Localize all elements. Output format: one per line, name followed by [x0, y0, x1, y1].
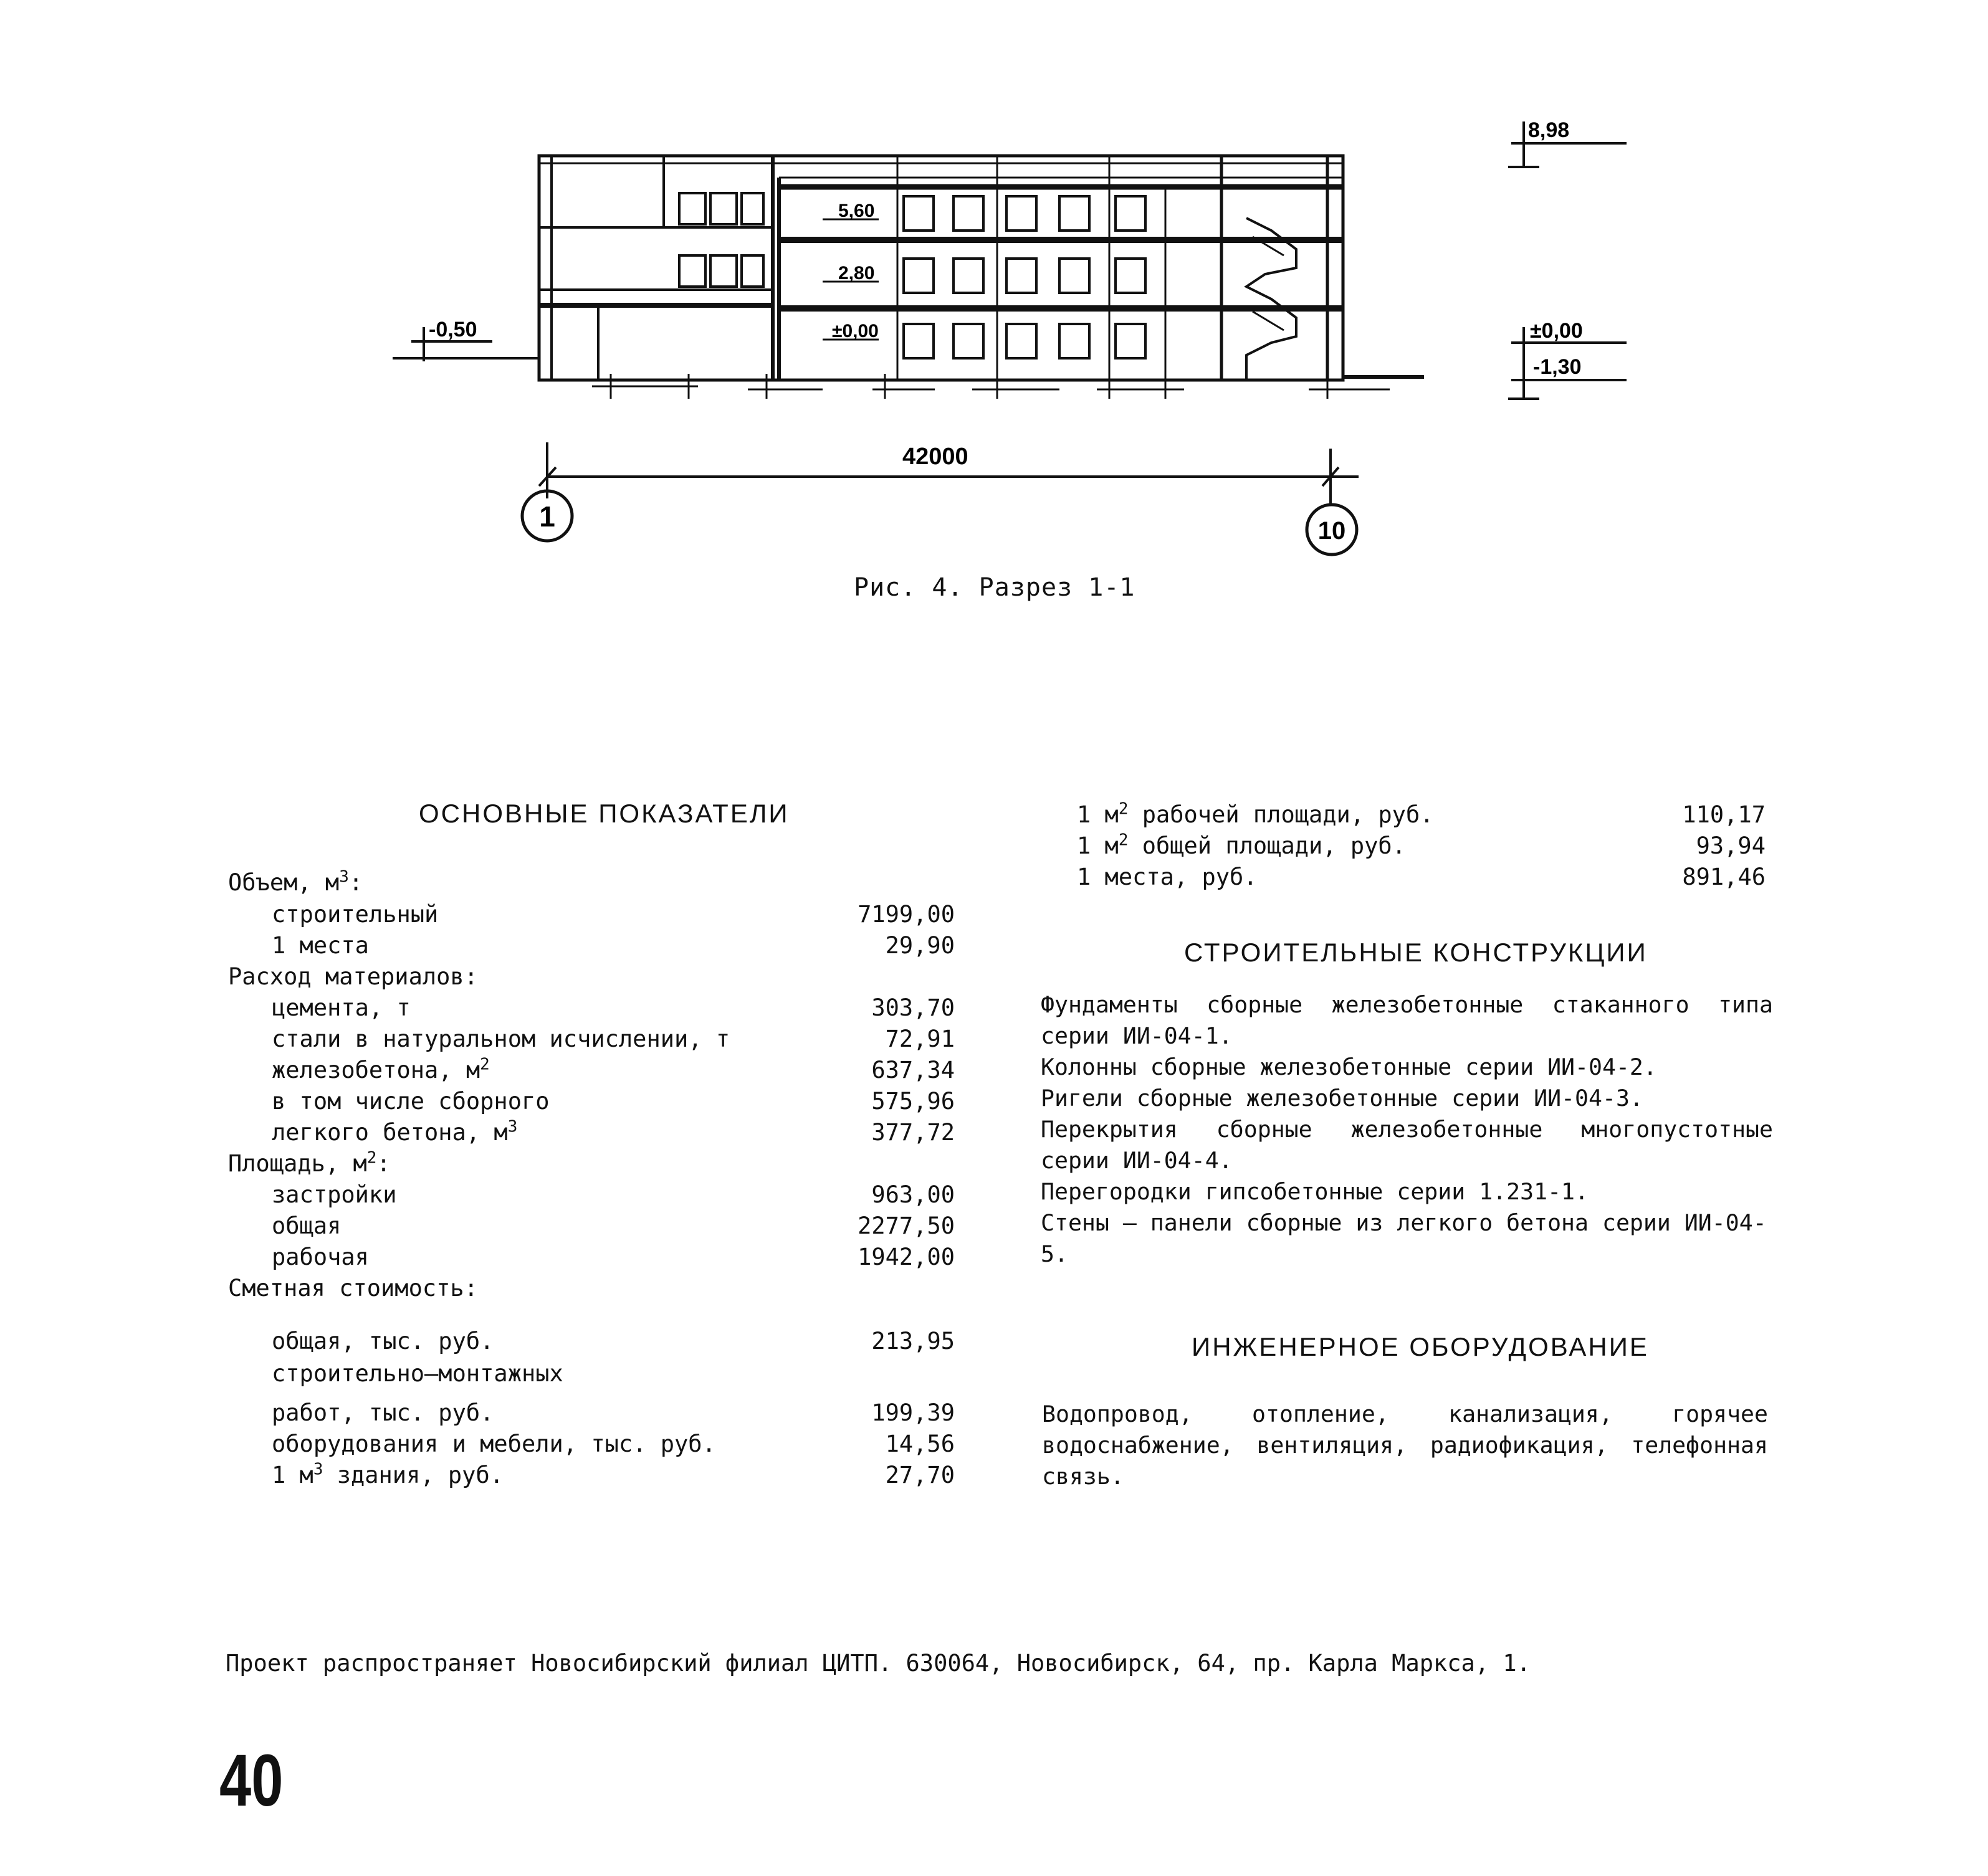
figure-caption: Рис. 4. Разрез 1-1	[854, 573, 1135, 602]
table-row: в том числе сборного 575,96	[272, 1088, 955, 1115]
constructions-title: СТРОИТЕЛЬНЫЕ КОНСТРУКЦИИ	[1184, 938, 1648, 967]
footer-note: Проект распространяет Новосибирский филиал ЦИТП. 630064, Новосибирск, 64, пр. Карла Маркса, 1.	[226, 1650, 1531, 1677]
area-heading: Площадь, $м^2$:	[228, 1148, 391, 1177]
table-row: 1 $м^2$ рабочей площади, руб. 110,17	[1077, 799, 1766, 828]
table-row: цемента, т 303,70	[272, 994, 955, 1021]
elevation-minus-130: -1,30	[1533, 355, 1582, 379]
table-row: 1 $м^3$ здания, руб. 27,70	[272, 1460, 955, 1488]
table-row: строительный 7199,00	[272, 901, 955, 928]
list-item: Фундаменты сборные железобетонные стаканного типа серии ИИ-04-1.	[1041, 991, 1773, 1049]
table-row: рабочая 1942,00	[272, 1244, 955, 1270]
section-drawing	[0, 0, 1988, 623]
elevation-floor2: 2,80	[838, 263, 875, 283]
list-item: Ригели сборные железобетонные серии ИИ-04-3.	[1041, 1085, 1643, 1112]
table-row: 1 места 29,90	[272, 932, 955, 959]
elevation-floor3: 5,60	[838, 201, 875, 221]
constructions-list	[1041, 989, 1773, 1270]
equipment-title: ИНЖЕНЕРНОЕ ОБОРУДОВАНИЕ	[1192, 1332, 1649, 1361]
table-row: стали в натуральном исчислении, т 72,91	[272, 1026, 955, 1052]
table-row: работ, тыс. руб. 199,39	[272, 1399, 955, 1426]
list-item: Стены – панели сборные из легкого бетона серии ИИ-04-5.	[1041, 1209, 1767, 1267]
table-row: 1 $м^2$ общей площади, руб. 93,94	[1077, 831, 1766, 859]
list-item: Перекрытия сборные железобетонные многопустотные серии ИИ-04-4.	[1041, 1116, 1773, 1174]
list-item: Перегородки гипсобетонные серии 1.231-1.	[1041, 1178, 1589, 1205]
indicators-title: ОСНОВНЫЕ ПОКАЗАТЕЛИ	[419, 799, 790, 828]
table-row: общая, тыс. руб. 213,95	[272, 1328, 955, 1355]
materials-heading: Расход материалов:	[228, 963, 478, 990]
table-row: застройки 963,00	[272, 1181, 955, 1208]
elevation-minus-050: -0,50	[429, 318, 477, 341]
table-row: строительно–монтажных	[272, 1360, 563, 1387]
axis-label-right: 10	[1317, 517, 1346, 545]
table-row: общая 2277,50	[272, 1212, 955, 1239]
volume-heading: Объем, $м^3$:	[228, 867, 363, 896]
equipment-text: Водопровод, отопление, канализация, горячее водоснабжение, вентиляция, радиофикация, телефонная связь.	[1042, 1401, 1768, 1490]
table-row: 1 места, руб. 891,46	[1077, 864, 1766, 890]
table-row: железобетона, $м^2$ 637,34	[272, 1055, 955, 1083]
table-row: оборудования и мебели, тыс. руб. 14,56	[272, 1431, 955, 1457]
elevation-zero-right: ±0,00	[1530, 319, 1583, 343]
page-number: 40	[219, 1740, 284, 1822]
axis-label-left: 1	[539, 500, 555, 533]
table-row: легкого бетона, $м^3$ 377,72	[272, 1117, 955, 1146]
estimate-heading: Сметная стоимость:	[228, 1275, 478, 1302]
elevation-top: 8,98	[1528, 118, 1570, 142]
dimension-label: 42000	[902, 444, 968, 470]
elevation-floor1: ±0,00	[832, 321, 879, 341]
list-item: Колонны сборные железобетонные серии ИИ-04-2.	[1041, 1054, 1657, 1080]
